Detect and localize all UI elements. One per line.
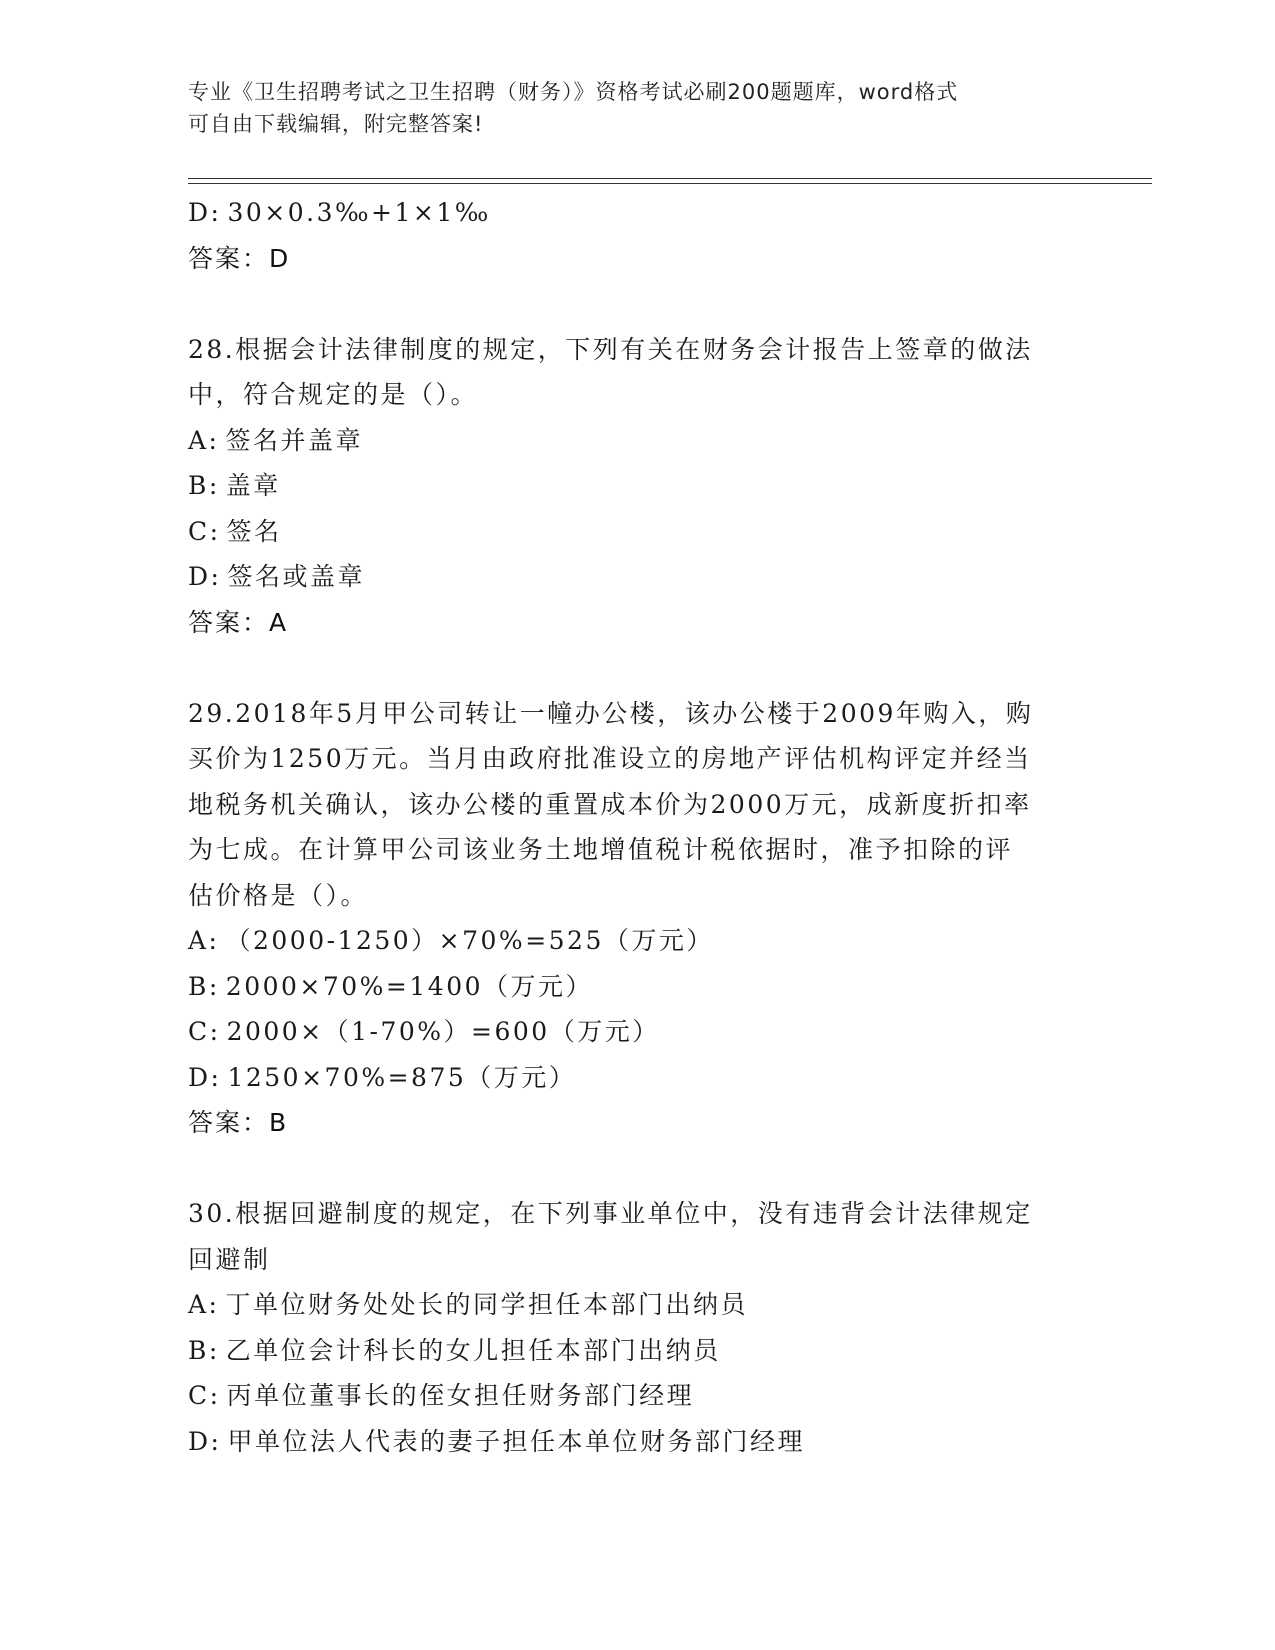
option-label: B: <box>188 1335 220 1365</box>
option-text: 签名 <box>226 516 282 546</box>
question-gap <box>188 1146 1088 1192</box>
option-text: 丙单位董事长的侄女担任财务部门经理 <box>226 1381 695 1410</box>
option-text: 签名或盖章 <box>227 562 365 591</box>
option-c <box>188 509 1088 555</box>
option-label: C: <box>188 1017 221 1046</box>
option-text: 丁单位财务处处长的同学担任本部门出纳员 <box>225 1290 748 1319</box>
option-text: 甲单位法人代表的妻子担任本单位财务部门经理 <box>227 1426 805 1456</box>
header-line-1: 专业《卫生招聘考试之卫生招聘（财务）》资格考试必刷200题题库，word格式 <box>188 80 959 104</box>
option-text: 1250×70%=875（万元） <box>227 1062 577 1092</box>
header-divider-top <box>188 178 1152 179</box>
option-a <box>188 918 1088 964</box>
header-line-2: 可自由下载编辑，附完整答案! <box>188 112 484 136</box>
question-28 <box>188 327 1088 646</box>
option-label: B: <box>188 471 220 500</box>
option-text: 30×0.3‰+1×1‰ <box>227 198 491 227</box>
question-content <box>188 190 1088 1464</box>
question-answer: 答案：A <box>188 607 289 637</box>
question-stem-line: 30.根据回避制度的规定，在下列事业单位中，没有违背会计法律规定 <box>188 1199 1033 1228</box>
option-label: D: <box>188 198 222 227</box>
option-b <box>188 1328 1088 1374</box>
option-d <box>188 1419 1088 1465</box>
option-c <box>188 1009 1088 1055</box>
option-c <box>188 1373 1088 1419</box>
question-gap <box>188 281 1088 327</box>
option-d <box>188 1055 1088 1101</box>
question-stem-line: 回避制 <box>188 1244 271 1274</box>
prev-option-d <box>188 190 1088 236</box>
option-text: 乙单位会计科长的女儿担任本部门出纳员 <box>225 1335 721 1365</box>
question-stem-line: 29.2018年5月甲公司转让一幢办公楼，该办公楼于2009年购入，购 <box>188 698 1034 728</box>
option-text: （2000-1250）×70%=525（万元） <box>225 926 714 955</box>
option-a <box>188 1282 1088 1328</box>
option-b <box>188 463 1088 509</box>
question-gap <box>188 645 1088 691</box>
question-stem-line: 估价格是（）。 <box>188 880 369 910</box>
option-b <box>188 964 1088 1010</box>
option-label: C: <box>188 1381 221 1410</box>
question-answer: 答案：B <box>188 1108 289 1137</box>
question-stem-line: 为七成。在计算甲公司该业务土地增值税计税依据时，准予扣除的评 <box>188 835 1014 864</box>
option-label: D: <box>188 1062 222 1092</box>
question-stem-line: 地税务机关确认，该办公楼的重置成本价为2000万元，成新度折扣率 <box>188 789 1032 819</box>
question-29 <box>188 691 1088 1146</box>
header-divider-bottom <box>188 183 1152 184</box>
option-label: C: <box>188 516 221 546</box>
option-label: B: <box>188 971 220 1001</box>
option-d <box>188 554 1088 600</box>
option-text: 2000×70%=1400（万元） <box>225 971 594 1001</box>
option-text: 签名并盖章 <box>225 425 363 455</box>
option-label: A: <box>188 926 220 955</box>
option-label: D: <box>188 562 222 591</box>
prev-answer: 答案：D <box>188 243 291 273</box>
question-30 <box>188 1191 1088 1464</box>
question-stem-line: 中，符合规定的是（）。 <box>188 380 479 409</box>
option-label: D: <box>188 1426 222 1456</box>
option-text: 2000×（1-70%）=600（万元） <box>226 1017 660 1046</box>
option-a <box>188 418 1088 464</box>
option-label: A: <box>188 425 220 455</box>
document-header <box>188 76 1078 140</box>
question-stem-line: 买价为1250万元。当月由政府批准设立的房地产评估机构评定并经当 <box>188 744 1032 773</box>
option-label: A: <box>188 1290 220 1319</box>
question-stem-line: 28.根据会计法律制度的规定，下列有关在财务会计报告上签章的做法 <box>188 334 1033 364</box>
option-text: 盖章 <box>225 471 281 500</box>
